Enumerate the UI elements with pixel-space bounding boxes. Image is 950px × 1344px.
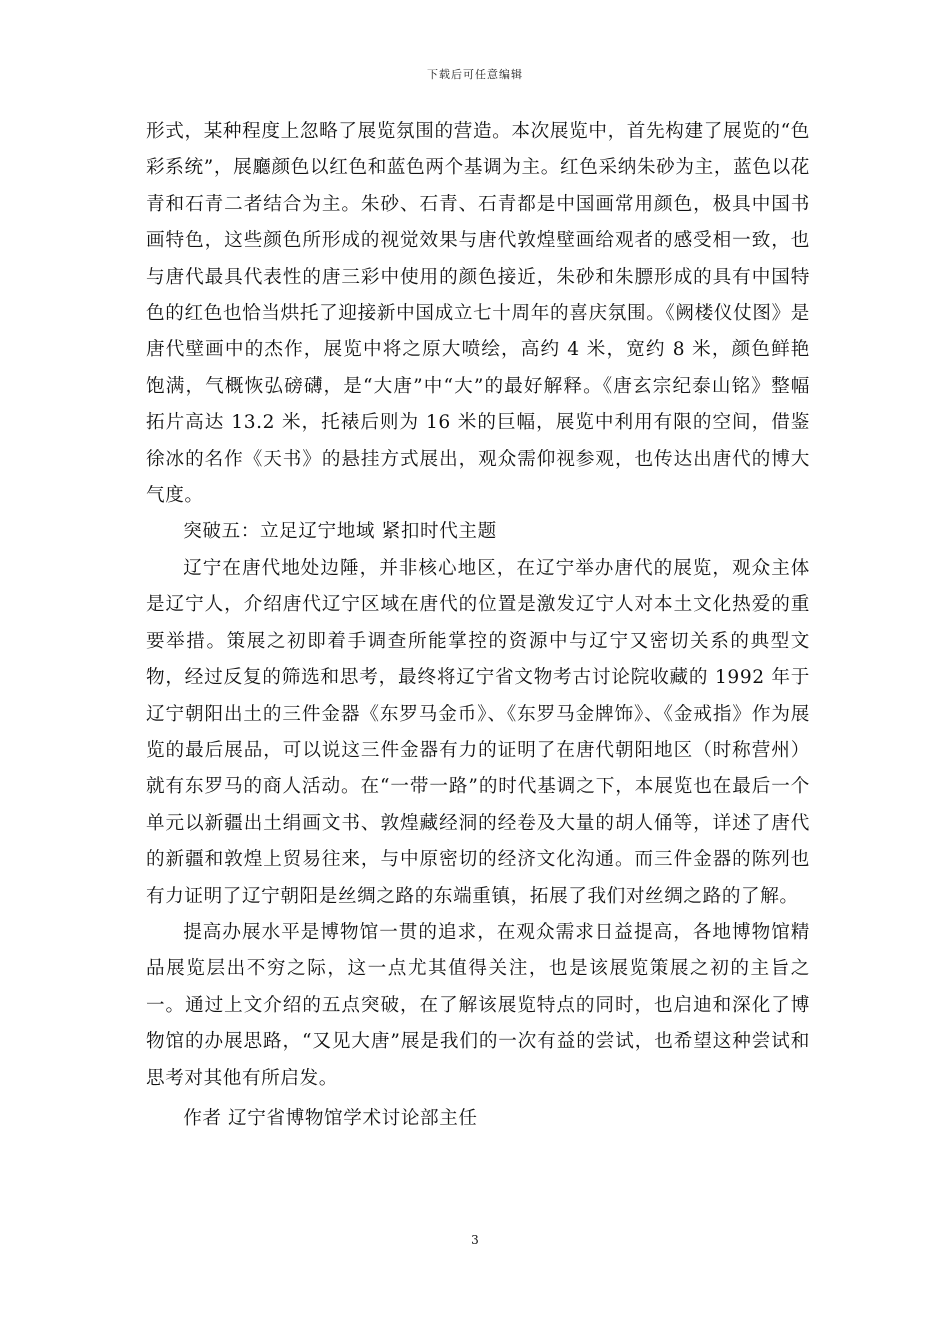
section-heading-breakthrough-five: 突破五：立足辽宁地域 紧扣时代主题 <box>183 521 497 543</box>
author-line: 作者 辽宁省博物馆学术讨论部主任 <box>183 1107 478 1129</box>
paragraph-color-system: 形式，某种程度上忽略了展览氛围的营造。本次展览中，首先构建了展览的“色彩系统”，展廳颜色以红色和蓝色两个基调为主。红色采纳朱砂为主，蓝色以花青和石青二者结合为主。朱砂、石青、石青都是中国画常用颜色，极具中国书画特色，这些颜色所形成的视觉效果与唐代敦煌壁画给观者的感受相一致，也与唐代最具代表性的唐三彩中使用的颜色接近，朱砂和朱膘形成的具有中国特色的红色也恰当烘托了迎接新中国成立七十周年的喜庆氛围。《阙楼仪仗图》是唐代壁画中的杰作，展览中将之原大喷绘，高约 4 米，宽约 8 米，颜色鲜艳饱满，气概恢弘磅礴，是“大唐”中“大”的最好解释。《唐玄宗纪泰山铭》整幅拓片高达 13.2 米，托裱后则为 16 米的巨幅，展览中利用有限的空间，借鉴徐冰的名作《天书》的悬挂方式展出，观众需仰视参观，也传达出唐代的博大气度。 <box>146 121 810 507</box>
page-number: 3 <box>471 1233 479 1247</box>
document-body <box>146 114 810 1137</box>
page-header: 下载后可任意编辑 <box>427 68 523 81</box>
paragraph-conclusion: 提高办展水平是博物馆一贯的追求，在观众需求日益提高，各地博物馆精品展览层出不穷之际，这一点尤其值得关注，也是该展览策展之初的主旨之一。通过上文介绍的五点突破，在了解该展览特点的同时，也启迪和深化了博物馆的办展思路，“又见大唐”展是我们的一次有益的尝试，也希望这种尝试和思考对其他有所启发。 <box>146 921 810 1089</box>
paragraph-liaoning-region: 辽宁在唐代地处边陲，并非核心地区，在辽宁举办唐代的展览，观众主体是辽宁人，介绍唐代辽宁区域在唐代的位置是激发辽宁人对本土文化热爱的重要举措。策展之初即着手调查所能掌控的资源中与辽宁又密切关系的典型文物，经过反复的筛选和思考，最终将辽宁省文物考古讨论院收藏的 1992 年于辽宁朝阳出土的三件金器《东罗马金币》、《东罗马金牌饰》、《金戒指》作为展览的最后展品，可以说这三件金器有力的证明了在唐代朝阳地区（时称营州）就有东罗马的商人活动。在“一带一路”的时代基调之下，本展览也在最后一个单元以新疆出土绢画文书、敦煌藏经洞的经卷及大量的胡人俑等，详述了唐代的新疆和敦煌上贸易往来，与中原密切的经济文化沟通。而三件金器的陈列也有力证明了辽宁朝阳是丝绸之路的东端重镇，拓展了我们对丝绸之路的了解。 <box>146 557 810 907</box>
